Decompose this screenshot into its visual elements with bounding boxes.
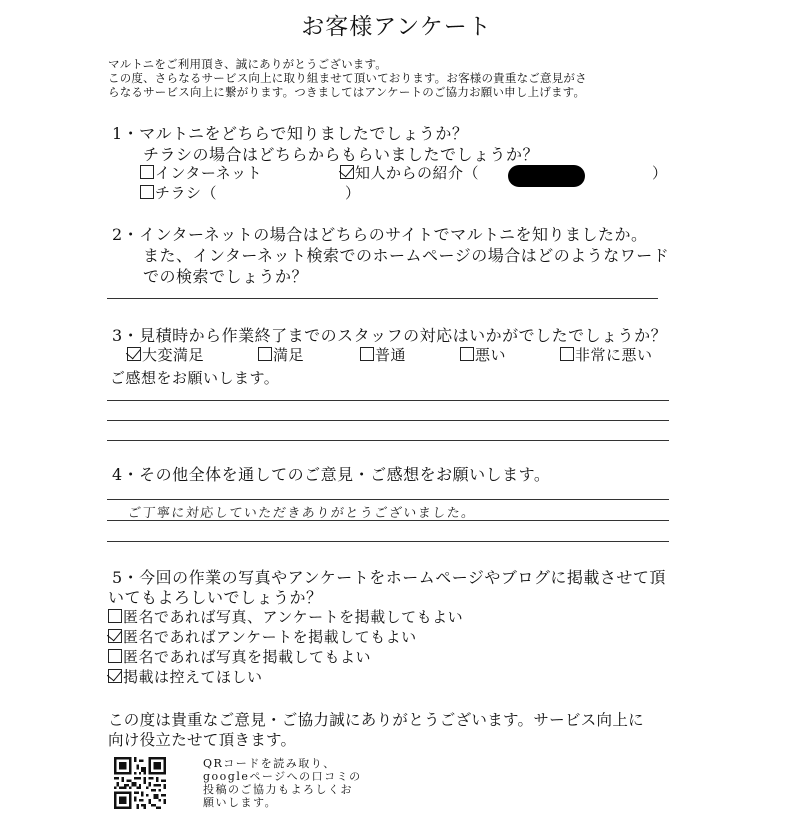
q1-option-referral[interactable]: 知人からの紹介（ (340, 162, 479, 183)
q5-option-photo-only[interactable]: 匿名であれば写真を掲載してもよい (108, 646, 371, 667)
q3-heading: 3・見積時から作業終了までのスタッフの対応はいかがでしたでしょうか？ (112, 326, 668, 345)
q3-option-satisfied[interactable]: 満足 (258, 344, 304, 365)
q5-line-2: いてもよろしいでしょうか？ (108, 588, 323, 607)
q5-heading: 5・今回の作業の写真やアンケートをホームページやブログに掲載させて頂 (112, 568, 666, 587)
q3-comment-label: ご感想をお願いします。 (110, 369, 280, 387)
qr-note-line-1: QRコードを読み取り、 (203, 757, 336, 770)
q2-heading: 2・インターネットの場合はどちらのサイトでマルトニを知りましたか。 (112, 225, 648, 244)
qr-note-line-2: googleページへの口コミの (203, 770, 362, 783)
q3-answer-line-3[interactable] (107, 440, 669, 441)
q5-option-decline[interactable]: 掲載は控えてほしい (108, 666, 263, 687)
checkbox[interactable] (560, 347, 574, 361)
q1-subheading: チラシの場合はどちらからもらいましたでしょうか？ (143, 145, 540, 164)
checkbox-checked[interactable] (127, 347, 141, 361)
closing-line-2: 向け役立たせて頂きます。 (108, 731, 297, 749)
checkbox[interactable] (258, 347, 272, 361)
q4-answer-line-1[interactable] (107, 499, 669, 500)
q1-flyer-close: ） (345, 184, 361, 202)
checkbox[interactable] (360, 347, 374, 361)
q1-heading: 1・マルトニをどちらで知りましたでしょうか？ (112, 124, 469, 143)
q1-option-flyer[interactable]: チラシ（ (140, 182, 217, 203)
qr-note-line-3: 投稿のご協力もよろしくお (203, 783, 353, 796)
q3-answer-line-2[interactable] (107, 420, 669, 421)
q4-answer-line-2[interactable] (107, 520, 669, 521)
q4-answer-line-3[interactable] (107, 541, 669, 542)
page-title: お客様アンケート (301, 14, 492, 40)
q3-option-very-satisfied[interactable]: 大変満足 (127, 344, 204, 365)
q5-option-survey-only[interactable]: 匿名であればアンケートを掲載してもよい (108, 626, 417, 647)
intro-line-2: この度、さらなるサービス向上に取り組ませて頂いております。お客様の貴重なご意見がさ (108, 71, 587, 85)
q1-referral-close: ） (652, 164, 668, 182)
q3-option-bad[interactable]: 悪い (460, 344, 506, 365)
qr-code-icon[interactable] (114, 757, 166, 809)
qr-note-line-4: 願いします。 (203, 796, 278, 809)
checkbox[interactable] (140, 165, 154, 179)
checkbox[interactable] (108, 609, 122, 623)
intro-line-1: マルトニをご利用頂き、誠にありがとうございます。 (108, 57, 387, 71)
q3-option-very-bad[interactable]: 非常に悪い (560, 344, 653, 365)
checkbox[interactable] (140, 185, 154, 199)
q2-line-3: での検索でしょうか？ (143, 267, 309, 286)
q3-option-neutral[interactable]: 普通 (360, 344, 406, 365)
q4-handwritten-answer: ご丁寧に対応していただきありがとうございました。 (127, 506, 477, 521)
q4-heading: 4・その他全体を通してのご意見・ご感想をお願いします。 (112, 465, 551, 484)
checkbox[interactable] (108, 649, 122, 663)
checkbox[interactable] (460, 347, 474, 361)
q1-option-internet[interactable]: インターネット (140, 162, 262, 183)
redaction-mark (508, 165, 585, 187)
checkbox-checked[interactable] (108, 629, 122, 643)
q5-option-photo-and-survey[interactable]: 匿名であれば写真、アンケートを掲載してもよい (108, 606, 463, 627)
q2-answer-line[interactable] (107, 298, 658, 299)
checkbox-checked[interactable] (340, 165, 354, 179)
checkbox-checked[interactable] (108, 669, 122, 683)
intro-line-3: らなるサービス向上に繋がります。つきましてはアンケートのご協力お願い申し上げます。 (108, 85, 586, 99)
q3-answer-line-1[interactable] (107, 400, 669, 401)
closing-line-1: この度は貴重なご意見・ご協力誠にありがとうございます。サービス向上に (108, 711, 644, 729)
q2-line-2: また、インターネット検索でのホームページの場合はどのようなワード (143, 246, 670, 265)
